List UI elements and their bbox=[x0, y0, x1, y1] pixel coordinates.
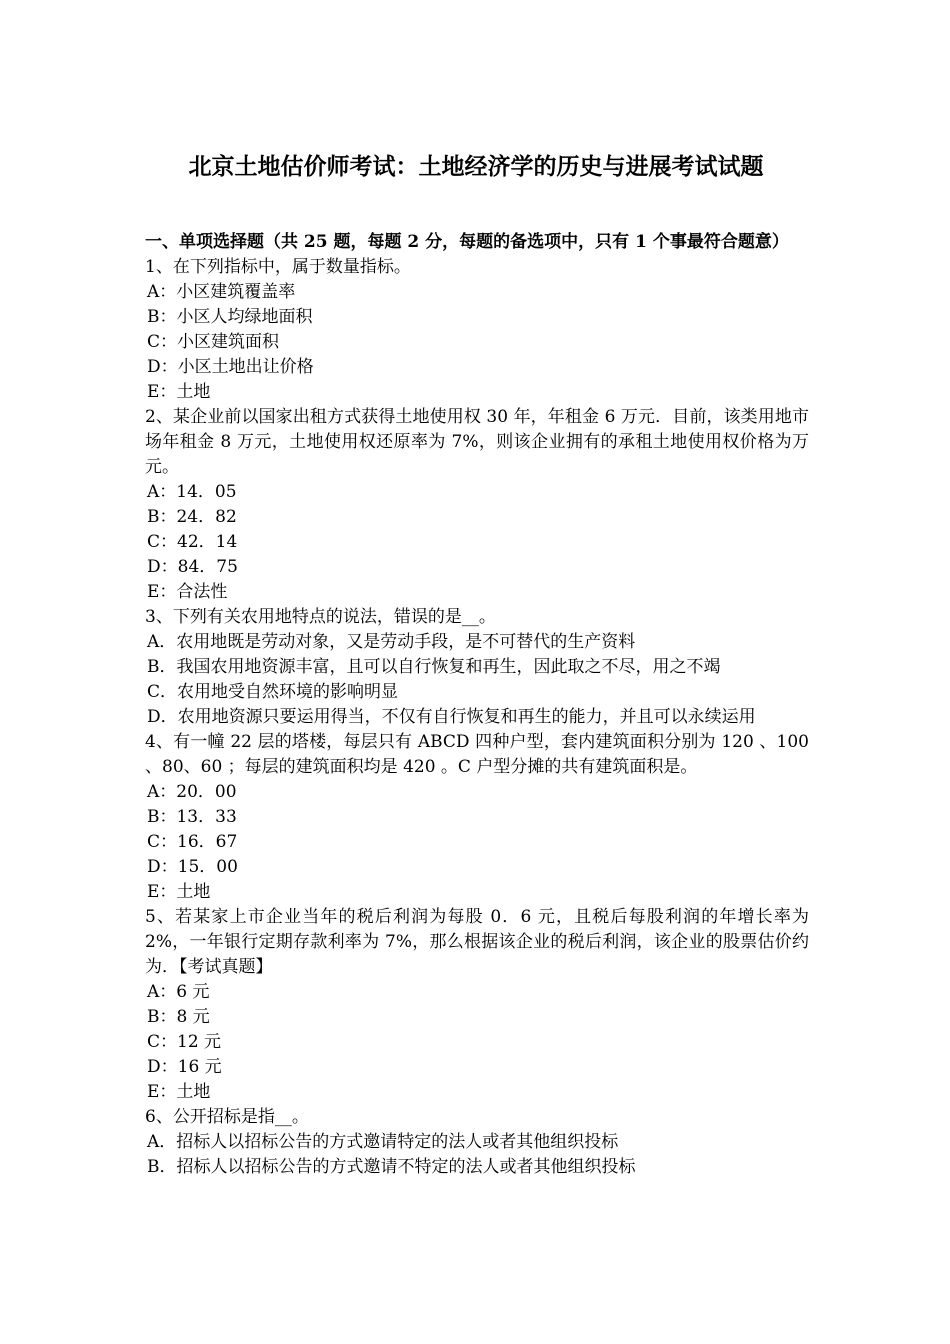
option-c: C：42．14 bbox=[147, 532, 238, 552]
option-d: D：15．00 bbox=[147, 857, 238, 877]
option-e: E：土地 bbox=[147, 1082, 211, 1102]
question-text: 5、若某家上市企业当年的税后利润为每股 0．6 元，且税后每股利润的年增长率为 2%，一年银行定期存款利率为 7%，那么根据该企业的税后利润，该企业的股票估价约为．【考试真题】 bbox=[145, 907, 809, 977]
question-text: 3、下列有关农用地特点的说法，错误的是__。 bbox=[145, 607, 496, 627]
option-c: C：小区建筑面积 bbox=[147, 332, 280, 352]
option-b: B：24．82 bbox=[147, 507, 237, 527]
section-heading: 一、单项选择题（共 25 题，每题 2 分，每题的备选项中，只有 1 个事最符合题意） bbox=[145, 232, 789, 252]
option-c: C：16．67 bbox=[147, 832, 238, 852]
question-5 bbox=[145, 905, 809, 1105]
question-1 bbox=[145, 255, 809, 405]
option-a: A：6 元 bbox=[147, 982, 210, 1002]
question-4 bbox=[145, 730, 809, 905]
option-a: A：14．05 bbox=[147, 482, 237, 502]
option-d: D：小区土地出让价格 bbox=[147, 357, 314, 377]
option-d: D．农用地资源只要运用得当，不仅有自行恢复和再生的能力，并且可以永续运用 bbox=[147, 707, 756, 727]
option-b: B：小区人均绿地面积 bbox=[147, 307, 313, 327]
option-e: E：土地 bbox=[147, 382, 211, 402]
option-d: D：16 元 bbox=[147, 1057, 222, 1077]
option-a: A：小区建筑覆盖率 bbox=[147, 282, 296, 302]
option-e: E：土地 bbox=[147, 882, 211, 902]
question-text: 6、公开招标是指__。 bbox=[145, 1107, 309, 1127]
question-6 bbox=[145, 1105, 809, 1180]
question-text: 1、在下列指标中，属于数量指标。 bbox=[145, 257, 411, 277]
document-page bbox=[145, 150, 809, 1180]
option-c: C：12 元 bbox=[147, 1032, 222, 1052]
option-b: B．招标人以招标公告的方式邀请不特定的法人或者其他组织投标 bbox=[147, 1157, 636, 1177]
option-b: B：13．33 bbox=[147, 807, 237, 827]
option-b: B．我国农用地资源丰富，且可以自行恢复和再生，因此取之不尽，用之不竭 bbox=[147, 657, 721, 677]
option-b: B：8 元 bbox=[147, 1007, 210, 1027]
question-text: 4、有一幢 22 层的塔楼，每层只有 ABCD 四种户型，套内建筑面积分别为 120 、100 、80、60 ；每层的建筑面积均是 420 。C 户型分摊的共有建筑面积是。 bbox=[145, 732, 809, 777]
question-text: 2、某企业前以国家出租方式获得土地使用权 30 年，年租金 6 万元．目前，该类用地市场年租金 8 万元，土地使用权还原率为 7%，则该企业拥有的承租土地使用权价格为万元。 bbox=[145, 407, 809, 477]
question-3 bbox=[145, 605, 809, 730]
document-title: 北京土地估价师考试：土地经济学的历史与进展考试试题 bbox=[188, 153, 764, 180]
option-d: D：84．75 bbox=[147, 557, 238, 577]
question-2 bbox=[145, 405, 809, 605]
option-a: A．招标人以招标公告的方式邀请特定的法人或者其他组织投标 bbox=[147, 1132, 619, 1152]
option-a: A．农用地既是劳动对象，又是劳动手段，是不可替代的生产资料 bbox=[147, 632, 636, 652]
option-a: A：20．00 bbox=[147, 782, 237, 802]
option-c: C．农用地受自然环境的影响明显 bbox=[147, 682, 399, 702]
option-e: E：合法性 bbox=[147, 582, 228, 602]
